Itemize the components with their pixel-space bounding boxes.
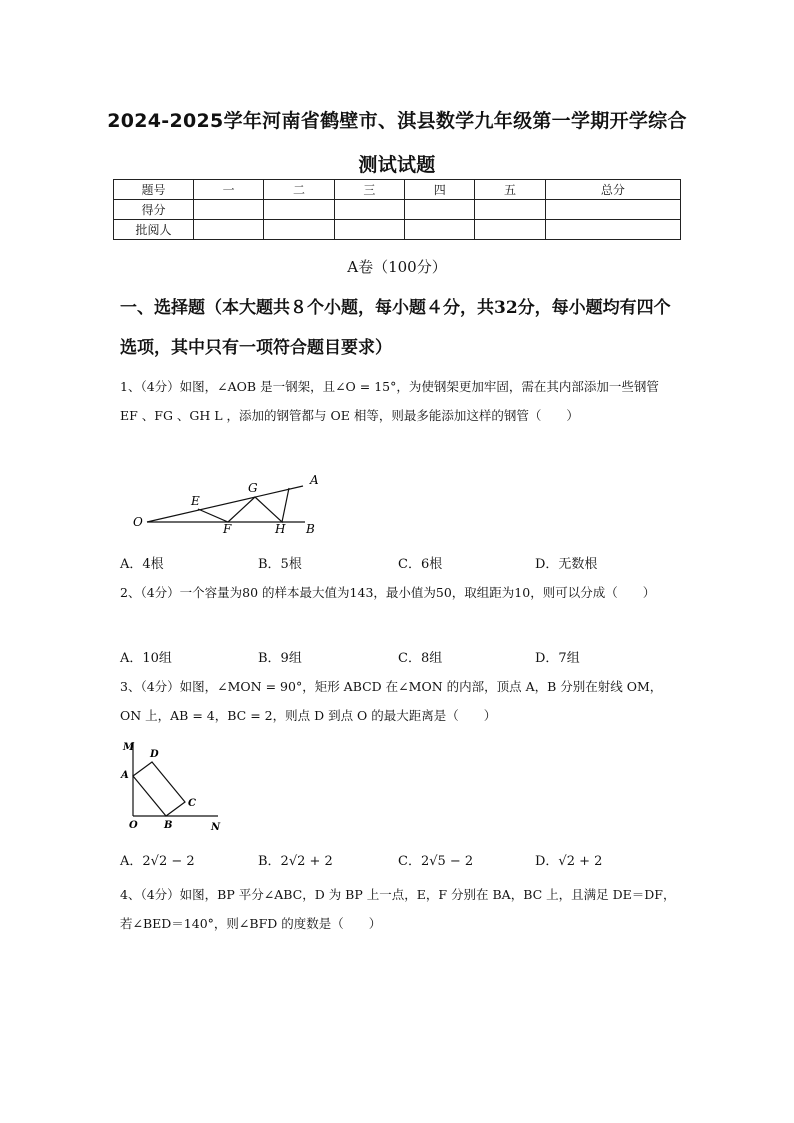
option-c[interactable]: C．8组 [398,651,443,666]
table-cell [264,200,334,220]
table-cell: 题号 [114,180,194,200]
label-A: A [310,473,319,487]
table-cell [545,220,680,240]
table-cell: 批阅人 [114,220,194,240]
question-4-text: 4、（4分）如图，BP 平分∠ABC，D 为 BP 上一点，E，F 分别在 BA，BC 上，且满足 DE＝DF，若∠BED＝140°，则∠BFD 的度数是（ ） [120,887,676,931]
option-b[interactable]: B．5根 [258,557,302,572]
option-a[interactable]: A．10组 [120,651,172,666]
exam-title-line2: 测试试题 [358,154,436,176]
question-3-options [120,850,676,872]
table-cell: 一 [194,180,264,200]
option-d[interactable]: D．无数根 [535,557,598,572]
table-cell: 五 [475,180,545,200]
label-C: C [188,798,196,809]
table-cell [475,220,545,240]
option-b[interactable]: B．2√2 + 2 [258,854,333,869]
label-B: B [164,820,173,831]
table-cell: 三 [334,180,404,200]
question-1-text: 1、（4分）如图，∠AOB 是一钢架，且∠O = 15°，为使钢架更加牢固，需在其内部添加一些钢管 EF 、FG 、GH L ，添加的钢管都与 OE 相等，则最多能添加这样的钢管（ ） [120,379,659,423]
table-cell [334,200,404,220]
table-cell: 得分 [114,200,194,220]
question-1-figure [125,470,325,538]
table-cell [334,220,404,240]
label-M: M [123,742,135,753]
question-2-text: 2、（4分）一个容量为80 的样本最大值为143，最小值为50，取组距为10，则可以分成（ ） [120,585,656,600]
label-F: F [223,522,232,536]
option-c[interactable]: C．6根 [398,557,443,572]
table-cell [405,220,475,240]
option-a[interactable]: A．4根 [120,557,164,572]
label-G: G [248,481,258,495]
table-cell [405,200,475,220]
table-cell: 二 [264,180,334,200]
option-d[interactable]: D．√2 + 2 [535,854,603,869]
table-row [114,200,681,220]
table-cell [264,220,334,240]
option-b[interactable]: B．9组 [258,651,302,666]
question-2-options [120,647,676,669]
exam-title-line1: 2024-2025学年河南省鹤壁市、淇县数学九年级第一学期开学综合 [107,110,687,132]
label-H: H [275,522,286,536]
table-row [114,220,681,240]
label-O: O [129,820,138,831]
question-3-text: 3、（4分）如图，∠MON = 90°，矩形 ABCD 在∠MON 的内部，顶点 A，B 分别在射线 OM，ON 上，AB = 4，BC = 2，则点 D 到点 O 的最大距离是（ ） [120,679,663,723]
table-cell [545,200,680,220]
label-B: B [306,522,315,536]
question-3-figure [118,738,228,834]
table-cell: 四 [405,180,475,200]
section-a-heading: A卷（100分） [347,258,447,276]
question-1-options [120,553,676,575]
label-D: D [150,749,159,760]
label-O: O [133,515,143,529]
table-cell [194,220,264,240]
label-N: N [211,822,221,833]
score-table [113,179,681,240]
table-cell [194,200,264,220]
label-E: E [191,494,200,508]
label-A: A [121,770,129,781]
section1-heading: 一、选择题（本大题共８个小题，每小题４分，共32分，每小题均有四个选项，其中只有一项符合题目要求） [120,298,671,358]
option-c[interactable]: C．2√5 − 2 [398,854,474,869]
option-d[interactable]: D．7组 [535,651,580,666]
option-a[interactable]: A．2√2 − 2 [120,854,195,869]
table-cell: 总分 [545,180,680,200]
table-row [114,180,681,200]
table-cell [475,200,545,220]
